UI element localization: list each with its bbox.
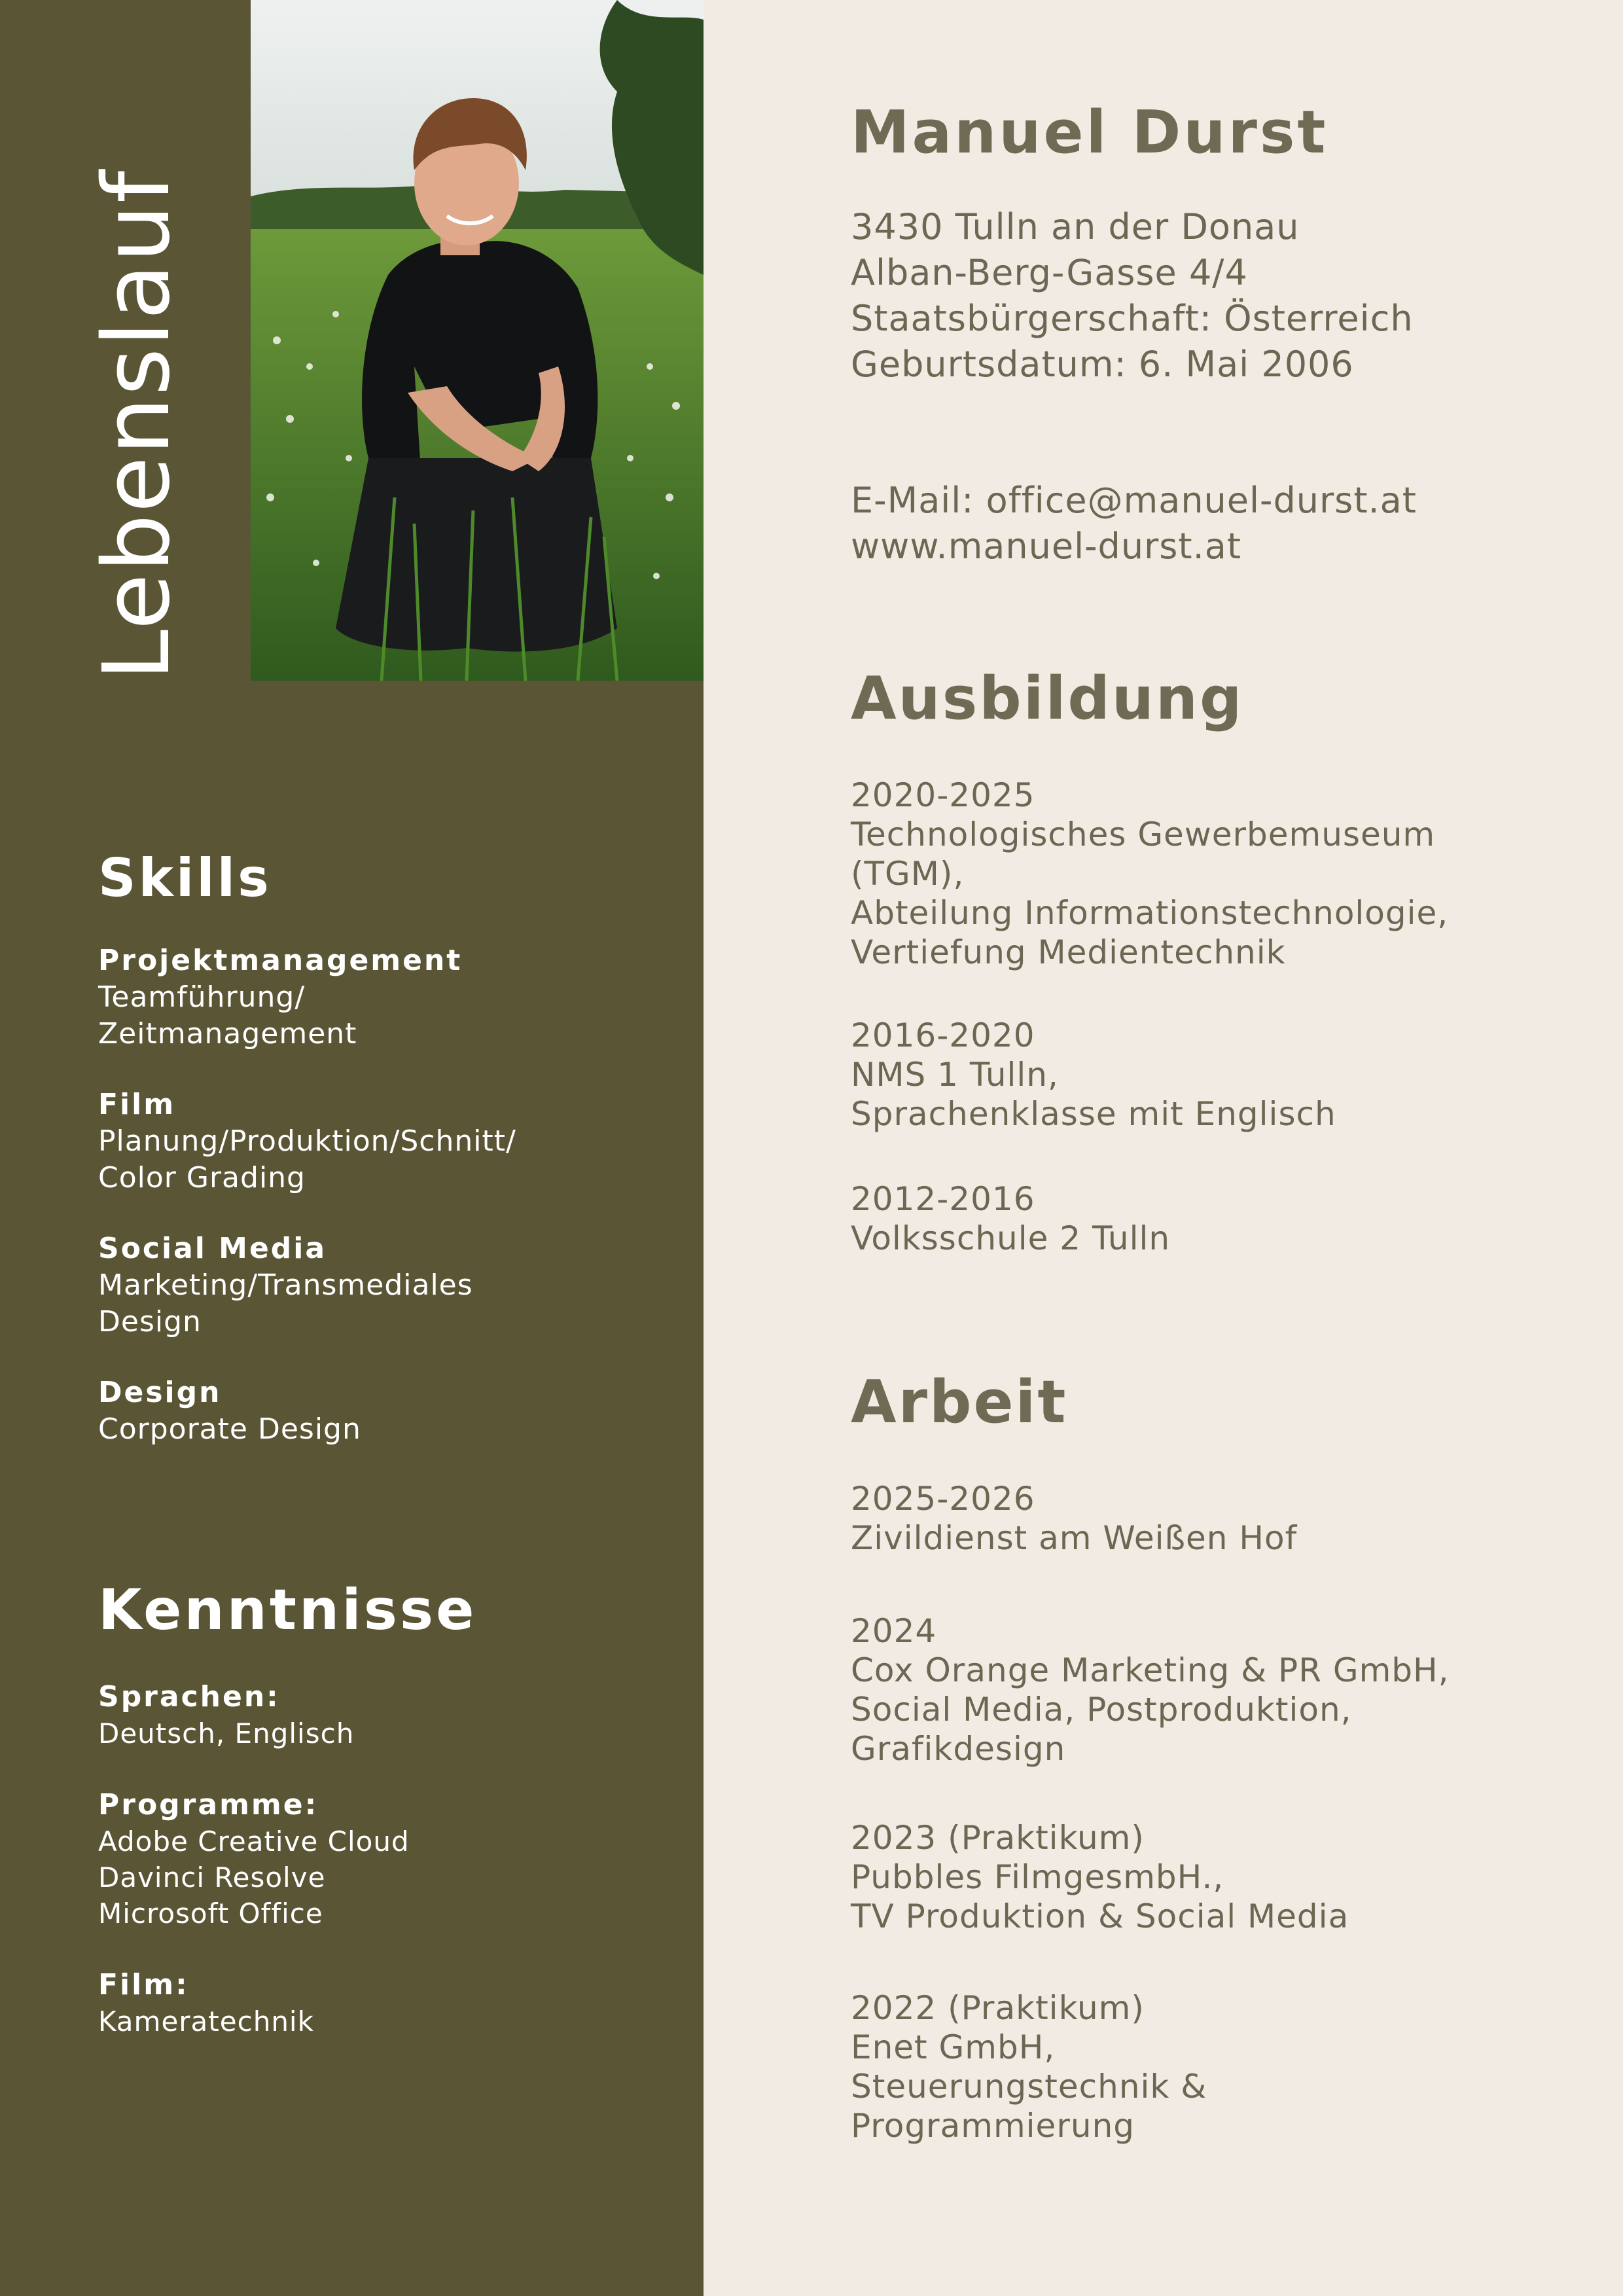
entry-line: Volksschule 2 Tulln [851,1219,1171,1257]
address-line: Alban-Berg-Gasse 4/4 [851,252,1248,293]
address-line: Staatsbürgerschaft: Österreich [851,298,1414,339]
skill-item [98,1374,674,1448]
contact-block [851,478,1584,569]
entry-line: Zivildienst am Weißen Hof [851,1519,1298,1557]
entry-year: 2025-2026 [851,1480,1035,1518]
knowledge-text: Deutsch, Englisch [98,1717,355,1749]
vertical-title: Lebenslauf [84,169,190,681]
entry-line: Enet GmbH, [851,2028,1056,2066]
knowledge-item [98,1967,674,2039]
knowledge-item [98,1679,674,1751]
skill-title: Film [98,1088,176,1121]
entry-year: 2016-2020 [851,1016,1035,1054]
knowledge-title: Film: [98,1968,189,2001]
entry-year: 2020-2025 [851,776,1035,814]
address-line: 3430 Tulln an der Donau [851,206,1300,247]
email-text[interactable]: E-Mail: office@manuel-durst.at [851,480,1417,521]
skill-text: Color Grading [98,1161,306,1194]
skill-text: Corporate Design [98,1412,361,1446]
work-entry [851,1479,1584,1558]
work-entry [851,1818,1584,1936]
address-line: Geburtsdatum: 6. Mai 2006 [851,344,1354,385]
person-name: Manuel Durst [851,98,1329,167]
skill-text: Teamführung/ [98,980,306,1014]
skill-text: Planung/Produktion/Schnitt/ [98,1124,516,1158]
skill-title: Projektmanagement [98,944,463,977]
entry-line: TV Produktion & Social Media [851,1897,1349,1935]
entry-line: Social Media, Postproduktion, [851,1691,1352,1729]
entry-line: Vertiefung Medientechnik [851,933,1286,971]
website-link[interactable]: www.manuel-durst.at [851,526,1241,567]
entry-year: 2024 [851,1612,937,1650]
education-entry [851,1179,1584,1258]
knowledge-text: Microsoft Office [98,1897,323,1929]
knowledge-text: Adobe Creative Cloud [98,1825,410,1857]
skill-text: Design [98,1305,202,1338]
knowledge-text: Kameratechnik [98,2005,314,2037]
arbeit-heading: Arbeit [851,1368,1068,1437]
skill-item [98,1086,674,1196]
skill-title: Social Media [98,1232,327,1265]
entry-line: Sprachenklasse mit Englisch [851,1095,1336,1133]
work-entry [851,1988,1584,2145]
sidebar [0,0,704,2296]
entry-year: 2022 (Praktikum) [851,1989,1145,2027]
entry-line: Cox Orange Marketing & PR GmbH, [851,1651,1450,1689]
skills-heading: Skills [98,848,272,908]
knowledge-text: Davinci Resolve [98,1861,326,1893]
entry-line: Grafikdesign [851,1730,1066,1768]
profile-photo [251,0,704,681]
skill-title: Design [98,1376,222,1409]
skill-item [98,942,674,1052]
entry-year: 2023 (Praktikum) [851,1819,1145,1857]
entry-line: Abteilung Informationstechnologie, [851,894,1449,932]
entry-line: Programmierung [851,2107,1135,2145]
entry-line: Technologisches Gewerbemuseum [851,816,1436,853]
entry-line: Pubbles FilmgesmbH., [851,1858,1224,1896]
knowledge-title: Programme: [98,1788,319,1821]
address-block [851,204,1584,387]
entry-year: 2012-2016 [851,1180,1035,1218]
entry-line: (TGM), [851,855,965,893]
ausbildung-heading: Ausbildung [851,664,1244,733]
skill-text: Zeitmanagement [98,1017,357,1050]
knowledge-item [98,1787,674,1931]
education-entry [851,1016,1584,1134]
kenntnisse-heading: Kenntnisse [98,1577,477,1643]
skill-text: Marketing/Transmediales [98,1268,473,1302]
skill-item [98,1230,674,1340]
entry-line: Steuerungstechnik & [851,2068,1207,2106]
knowledge-title: Sprachen: [98,1680,280,1713]
work-entry [851,1611,1584,1768]
entry-line: NMS 1 Tulln, [851,1056,1059,1094]
education-entry [851,776,1584,972]
